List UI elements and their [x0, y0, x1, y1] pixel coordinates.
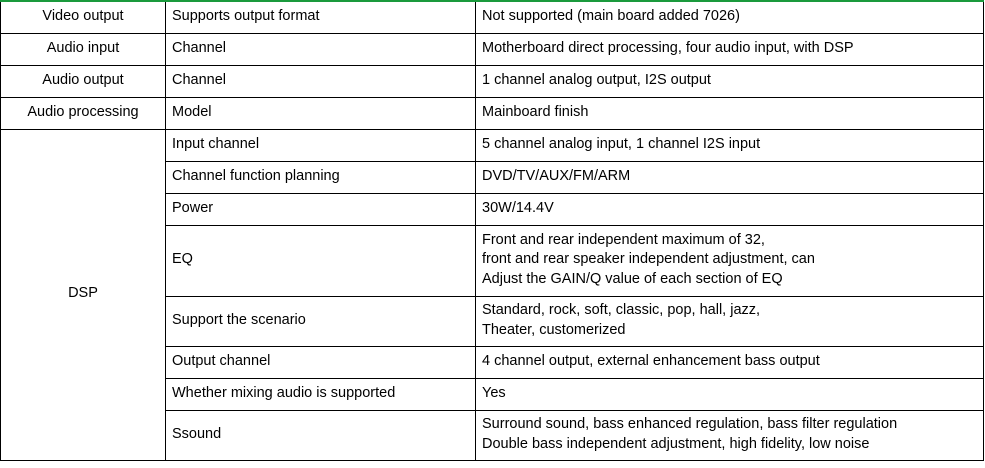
row-value	[476, 65, 984, 97]
row-value	[476, 346, 984, 378]
row-attribute: Output channel	[166, 346, 476, 378]
row-value-line: Not supported (main board added 7026)	[482, 7, 740, 24]
row-value-line: Standard, rock, soft, classic, pop, hall, jazz,	[482, 301, 761, 318]
row-value	[476, 193, 984, 225]
row-attribute: Support the scenario	[166, 296, 476, 346]
table-row	[1, 33, 984, 65]
row-value-line: front and rear speaker independent adjustment, can	[482, 251, 815, 268]
row-attribute: Ssound	[166, 410, 476, 460]
row-value-line: Double bass independent adjustment, high fidelity, low noise	[482, 435, 870, 452]
row-attribute: Input channel	[166, 129, 476, 161]
row-value	[476, 161, 984, 193]
row-value	[476, 129, 984, 161]
row-attribute: Supports output format	[166, 1, 476, 33]
row-value-line: Theater, customerized	[482, 321, 626, 338]
row-value-line: 1 channel analog output, I2S output	[482, 71, 711, 88]
table-body	[1, 1, 984, 460]
table-row	[1, 97, 984, 129]
row-value-line: 4 channel output, external enhancement bass output	[482, 352, 820, 369]
row-value-line: 5 channel analog input, 1 channel I2S input	[482, 135, 761, 152]
row-attribute: Whether mixing audio is supported	[166, 378, 476, 410]
row-attribute: Channel	[166, 33, 476, 65]
row-value	[476, 296, 984, 346]
row-attribute: Model	[166, 97, 476, 129]
table-row	[1, 1, 984, 33]
row-value-line: Front and rear independent maximum of 32,	[482, 231, 765, 248]
row-value	[476, 410, 984, 460]
row-attribute: Channel function planning	[166, 161, 476, 193]
row-category: Audio processing	[1, 97, 166, 129]
row-value-line: Motherboard direct processing, four audio input, with DSP	[482, 39, 854, 56]
row-value-line: Adjust the GAIN/Q value of each section of EQ	[482, 270, 783, 287]
row-value-line: 30W/14.4V	[482, 199, 554, 216]
row-attribute: Power	[166, 193, 476, 225]
row-value-line: Yes	[482, 384, 506, 401]
row-value	[476, 225, 984, 296]
table-row	[1, 129, 984, 161]
row-value-line: Surround sound, bass enhanced regulation, bass filter regulation	[482, 415, 898, 432]
table-row	[1, 65, 984, 97]
row-category: DSP	[1, 129, 166, 460]
row-value	[476, 1, 984, 33]
row-category: Video output	[1, 1, 166, 33]
row-category: Audio output	[1, 65, 166, 97]
row-value-line: Mainboard finish	[482, 103, 589, 120]
row-value	[476, 97, 984, 129]
row-attribute: EQ	[166, 225, 476, 296]
row-category: Audio input	[1, 33, 166, 65]
row-attribute: Channel	[166, 65, 476, 97]
row-value	[476, 33, 984, 65]
row-value-line: DVD/TV/AUX/FM/ARM	[482, 167, 631, 184]
row-value	[476, 378, 984, 410]
